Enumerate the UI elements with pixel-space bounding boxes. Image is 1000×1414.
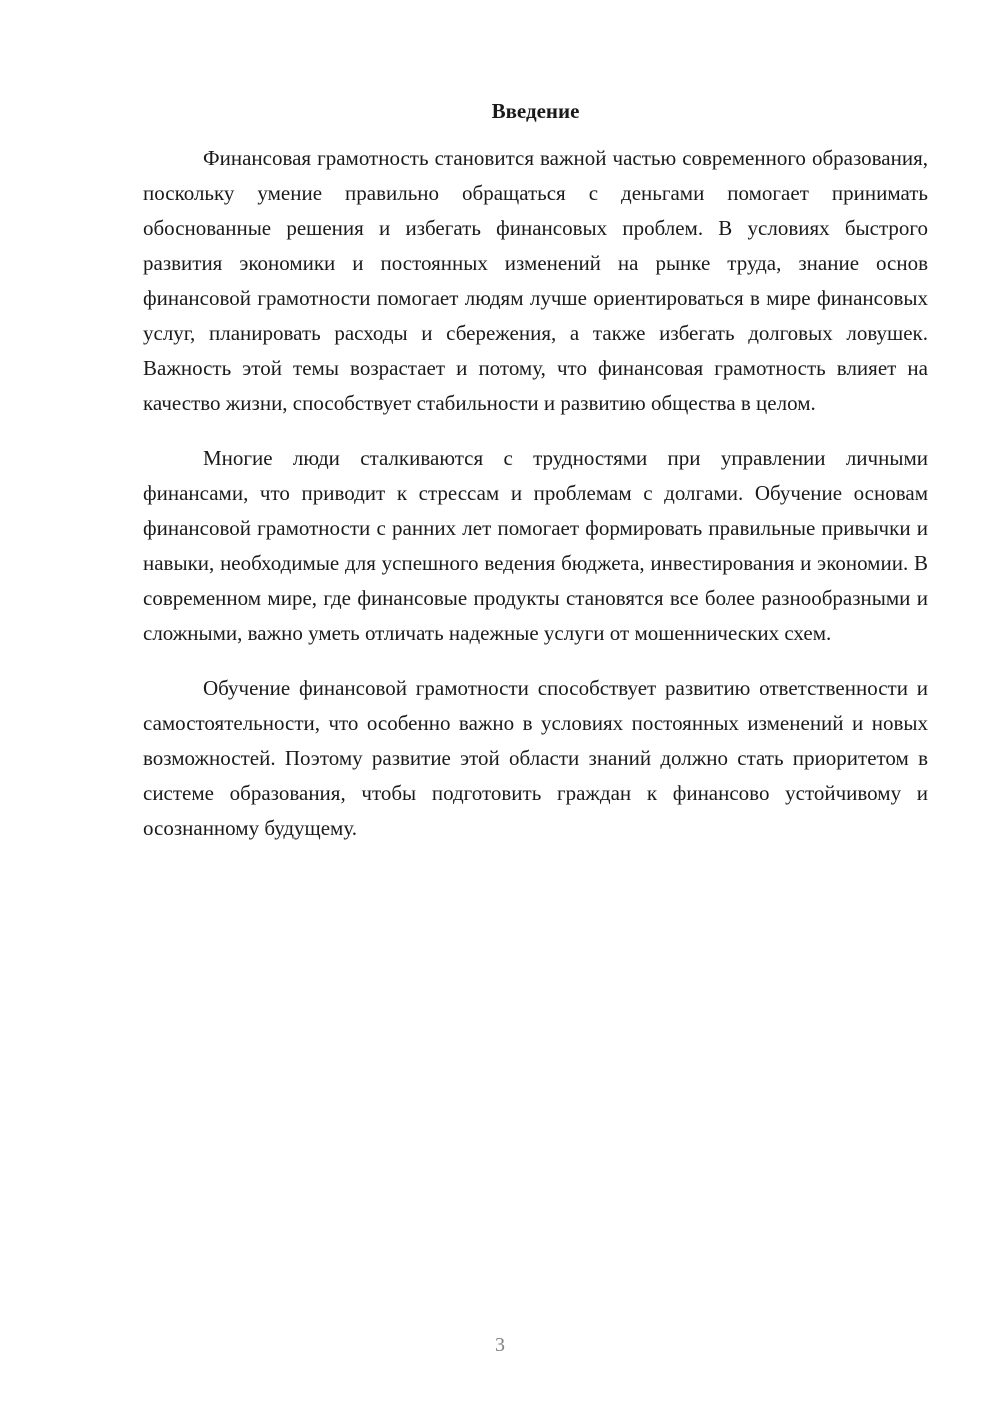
paragraph-1: Финансовая грамотность становится важной частью современного образования, поскольку умение правильно обращаться с деньгами помогает принимать обоснованные решения и избегать финансовых проблем. В условиях быстрого развития экономики и постоянных изменений на рынке труда, знание основ финансовой грамотности помогает людям лучше ориентироваться в мире финансовых услуг, планировать расходы и сбережения, а также избегать долговых ловушек. Важность этой темы возрастает и потому, что финансовая грамотность влияет на качество жизни, способствует стабильности и развитию общества в целом. xyxy=(143,146,928,415)
page-content xyxy=(143,97,928,866)
page-number: 3 xyxy=(495,1334,505,1356)
section-title: Введение xyxy=(491,99,580,123)
paragraph-2: Многие люди сталкиваются с трудностями при управлении личными финансами, что приводит к стрессам и проблемам с долгами. Обучение основам финансовой грамотности с ранних лет помогает формировать правильные привычки и навыки, необходимые для успешного ведения бюджета, инвестирования и экономии. В современном мире, где финансовые продукты становятся все более разнообразными и сложными, важно уметь отличать надежные услуги от мошеннических схем. xyxy=(143,446,928,645)
paragraph-3: Обучение финансовой грамотности способствует развитию ответственности и самостоятельности, что особенно важно в условиях постоянных изменений и новых возможностей. Поэтому развитие этой области знаний должно стать приоритетом в системе образования, чтобы подготовить граждан к финансово устойчивому и осознанному будущему. xyxy=(143,676,928,840)
